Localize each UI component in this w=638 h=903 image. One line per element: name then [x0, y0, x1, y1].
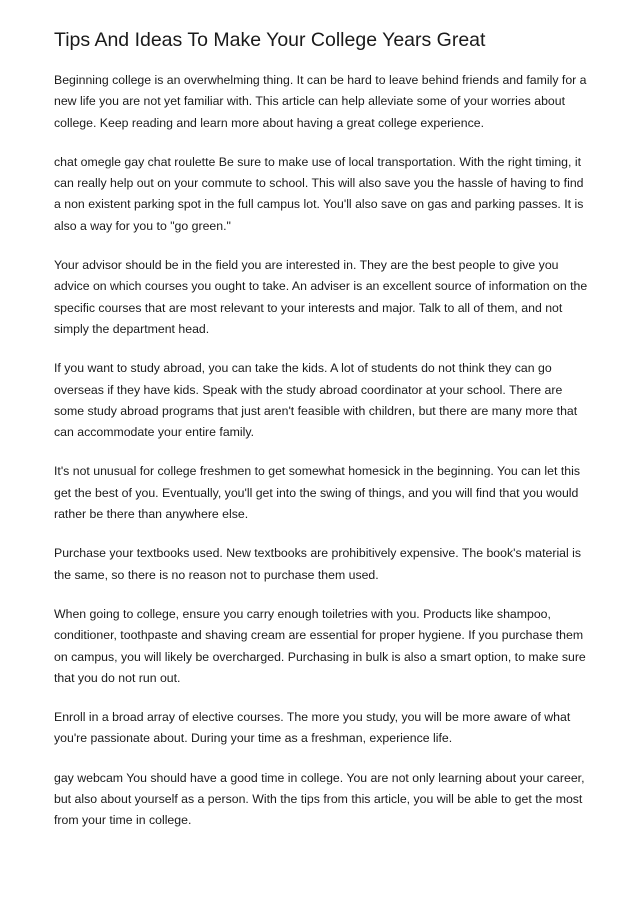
- paragraph-intro: Beginning college is an overwhelming thing. It can be hard to leave behind friends and family for a new life you are not yet familiar with. This article can help alleviate some of your worries about college. Keep reading and learn more about having a great college experience.: [54, 73, 587, 130]
- paragraph-conclusion: gay webcam You should have a good time in college. You are not only learning about your career, but also about yourself as a person. With the tips from this article, you will be able to get the most from your time in college.: [54, 770, 585, 828]
- document-body: [54, 70, 590, 850]
- paragraph-homesick: It's not unusual for college freshmen to get somewhat homesick in the beginning. You can let this get the best of you. Eventually, you'll get into the swing of things, and you will find that you would rather be there than anywhere else.: [54, 464, 580, 522]
- paragraph-advisor: Your advisor should be in the field you are interested in. They are the best people to give you advice on which courses you ought to take. An adviser is an excellent source of information on the specific courses that are most relevant to your interests and major. Talk to all of them, and not simply the department head.: [54, 258, 588, 336]
- paragraph-textbooks: Purchase your textbooks used. New textbooks are prohibitively expensive. The book's material is the same, so there is no reason not to purchase them used.: [54, 546, 582, 582]
- paragraph-electives: Enroll in a broad array of elective courses. The more you study, you will be more aware of what you're passionate about. During your time as a freshman, experience life.: [54, 710, 571, 746]
- paragraph-toiletries: When going to college, ensure you carry enough toiletries with you. Products like shampoo, conditioner, toothpaste and shaving cream are essential for proper hygiene. If you purchase them on campus, you will likely be overcharged. Purchasing in bulk is also a smart option, to make sure that you do not run out.: [54, 606, 586, 685]
- paragraph-study-abroad: If you want to study abroad, you can take the kids. A lot of students do not think they can go overseas if they have kids. Speak with the study abroad coordinator at your school. There are some study abroad programs that just aren't feasible with children, but there are many more that can accommodate your entire family.: [54, 361, 578, 440]
- document-title: Tips And Ideas To Make Your College Years Great: [54, 29, 486, 51]
- paragraph-transportation: chat omegle gay chat roulette Be sure to make use of local transportation. With the right timing, it can really help out on your commute to school. This will also save you the hassle of having to find a non existent parking spot in the full campus lot. You'll also save on gas and parking passes. It is also a way for you to "go green.": [54, 154, 584, 233]
